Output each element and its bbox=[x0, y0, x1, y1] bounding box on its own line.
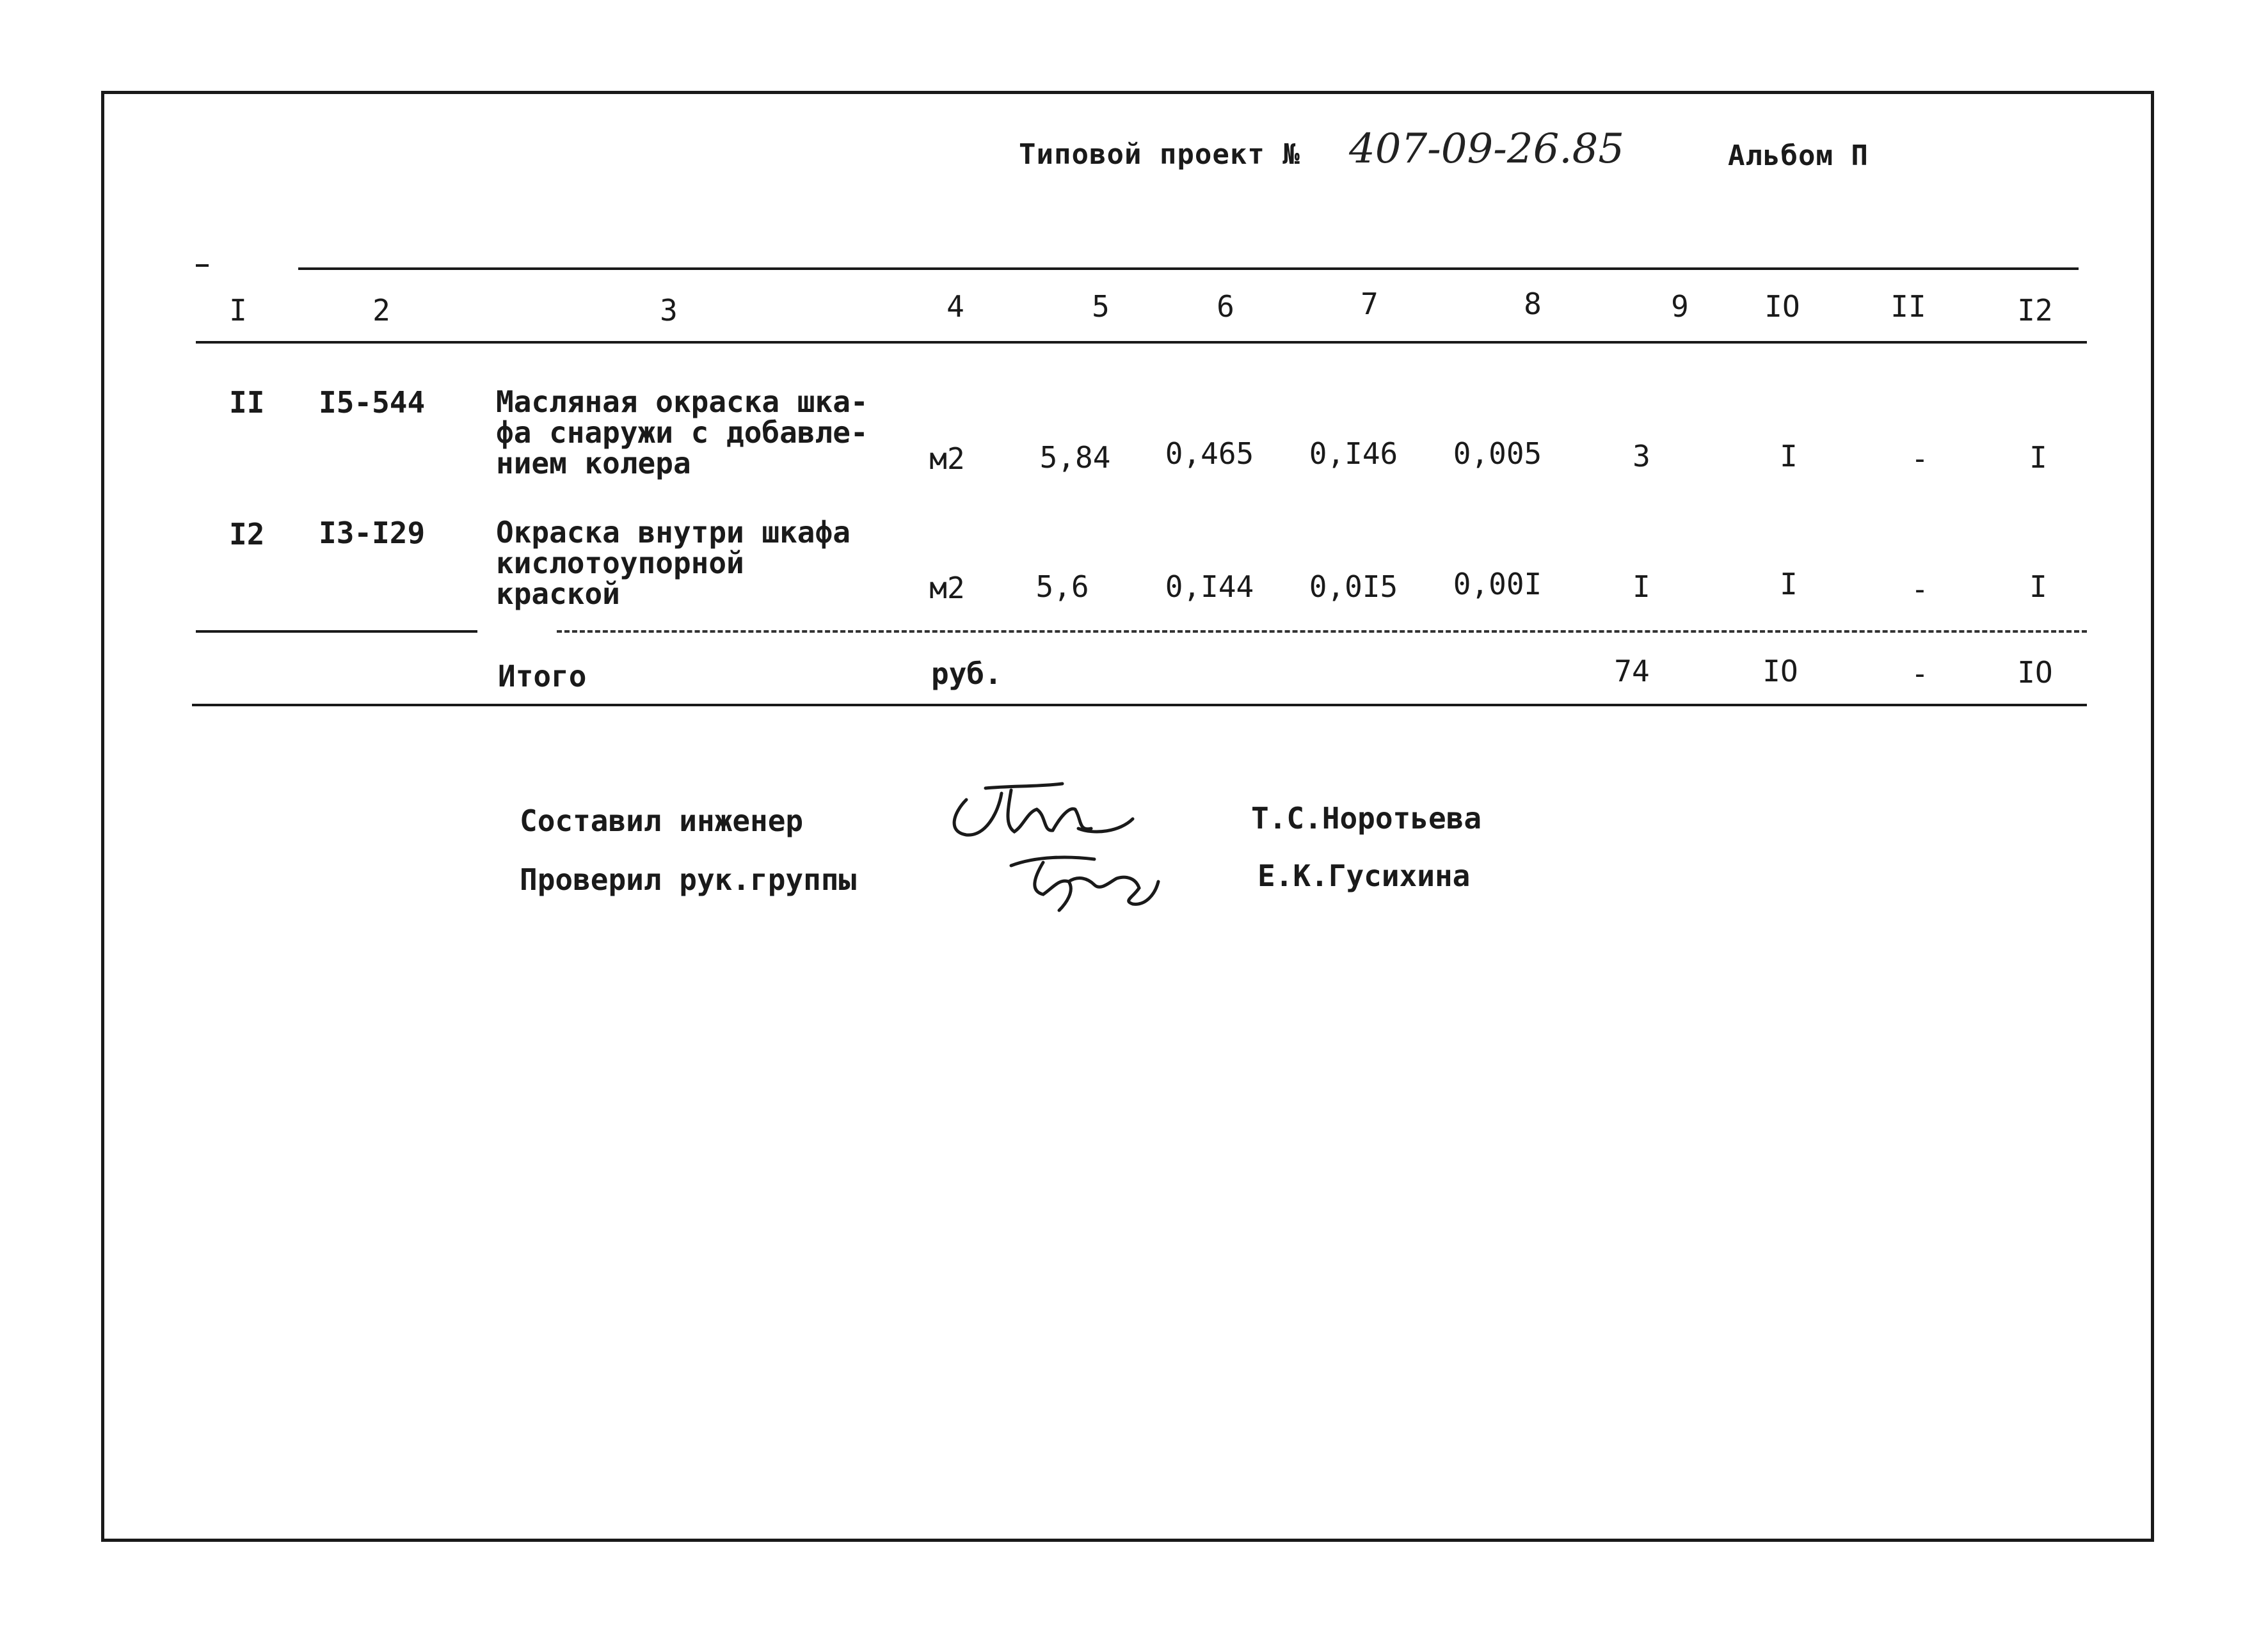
unit: м2 bbox=[929, 571, 965, 605]
total-label: Итого bbox=[498, 659, 587, 694]
unit: м2 bbox=[929, 441, 965, 476]
compiled-by-label: Составил инженер bbox=[520, 804, 804, 838]
cell-col-11: - bbox=[1911, 441, 1929, 476]
row-number: I2 bbox=[229, 517, 265, 551]
work-description: Окраска внутри шкафа кислотоупорной краской bbox=[496, 515, 850, 611]
work-description: Масляная окраска шка- фа снаружи с добавле- нием колера bbox=[496, 384, 868, 480]
cell-col-12: I bbox=[2029, 440, 2047, 475]
signature-checked bbox=[998, 843, 1165, 914]
cell-col-9: 3 bbox=[1633, 439, 1650, 473]
project-label: Типовой проект № bbox=[1019, 138, 1300, 171]
column-header: 2 bbox=[372, 293, 390, 328]
column-header: 3 bbox=[660, 293, 678, 328]
rate-code: I3-I29 bbox=[319, 516, 426, 550]
album-label: Альбом П bbox=[1728, 139, 1869, 172]
column-header: 5 bbox=[1092, 289, 1110, 324]
rows-bottom-rule bbox=[196, 630, 477, 633]
table-top-rule bbox=[298, 267, 2079, 270]
rows-bottom-rule bbox=[557, 630, 2087, 633]
cell-col-7: 0,I46 bbox=[1309, 436, 1398, 471]
cell-col-5: 5,84 bbox=[1039, 440, 1111, 475]
compiled-by-name: Т.С.Норотьева bbox=[1251, 801, 1482, 836]
cell-col-11: - bbox=[1911, 572, 1929, 606]
cell-col-5: 5,6 bbox=[1035, 569, 1089, 604]
project-number: 407-09-26.85 bbox=[1349, 125, 1625, 173]
column-header: 8 bbox=[1524, 287, 1542, 321]
cell-col-12: I bbox=[2029, 569, 2047, 604]
cell-col-9: I bbox=[1633, 569, 1650, 604]
cell-col-6: 0,I44 bbox=[1165, 569, 1254, 604]
total-col-9: 74 bbox=[1614, 654, 1650, 688]
signature-compiled bbox=[941, 774, 1146, 844]
row-number: II bbox=[229, 385, 265, 420]
checked-by-name: Е.К.Гусихина bbox=[1258, 859, 1471, 893]
column-header: IO bbox=[1764, 289, 1800, 324]
checked-by-label: Проверил рук.группы bbox=[520, 862, 857, 897]
total-col-12: IO bbox=[2017, 655, 2053, 690]
column-header: 9 bbox=[1671, 289, 1689, 324]
total-col-11: - bbox=[1911, 656, 1929, 691]
column-header: 4 bbox=[946, 289, 964, 324]
rate-code: I5-544 bbox=[319, 385, 426, 420]
column-header: 6 bbox=[1217, 289, 1234, 324]
cell-col-7: 0,0I5 bbox=[1309, 569, 1398, 604]
total-unit: руб. bbox=[931, 656, 1002, 691]
column-header-rule bbox=[196, 341, 2087, 344]
table-bottom-rule bbox=[192, 704, 2087, 706]
column-header: I bbox=[229, 293, 247, 328]
total-col-10: IO bbox=[1762, 654, 1798, 688]
cell-col-10: I bbox=[1780, 439, 1798, 473]
cell-col-6: 0,465 bbox=[1165, 436, 1254, 471]
column-header: I2 bbox=[2017, 293, 2053, 328]
cell-col-10: I bbox=[1780, 567, 1798, 601]
column-header: 7 bbox=[1361, 287, 1378, 321]
cell-col-8: 0,00I bbox=[1453, 567, 1542, 601]
table-top-rule bbox=[196, 264, 209, 267]
column-header: II bbox=[1890, 289, 1926, 324]
cell-col-8: 0,005 bbox=[1453, 436, 1542, 471]
